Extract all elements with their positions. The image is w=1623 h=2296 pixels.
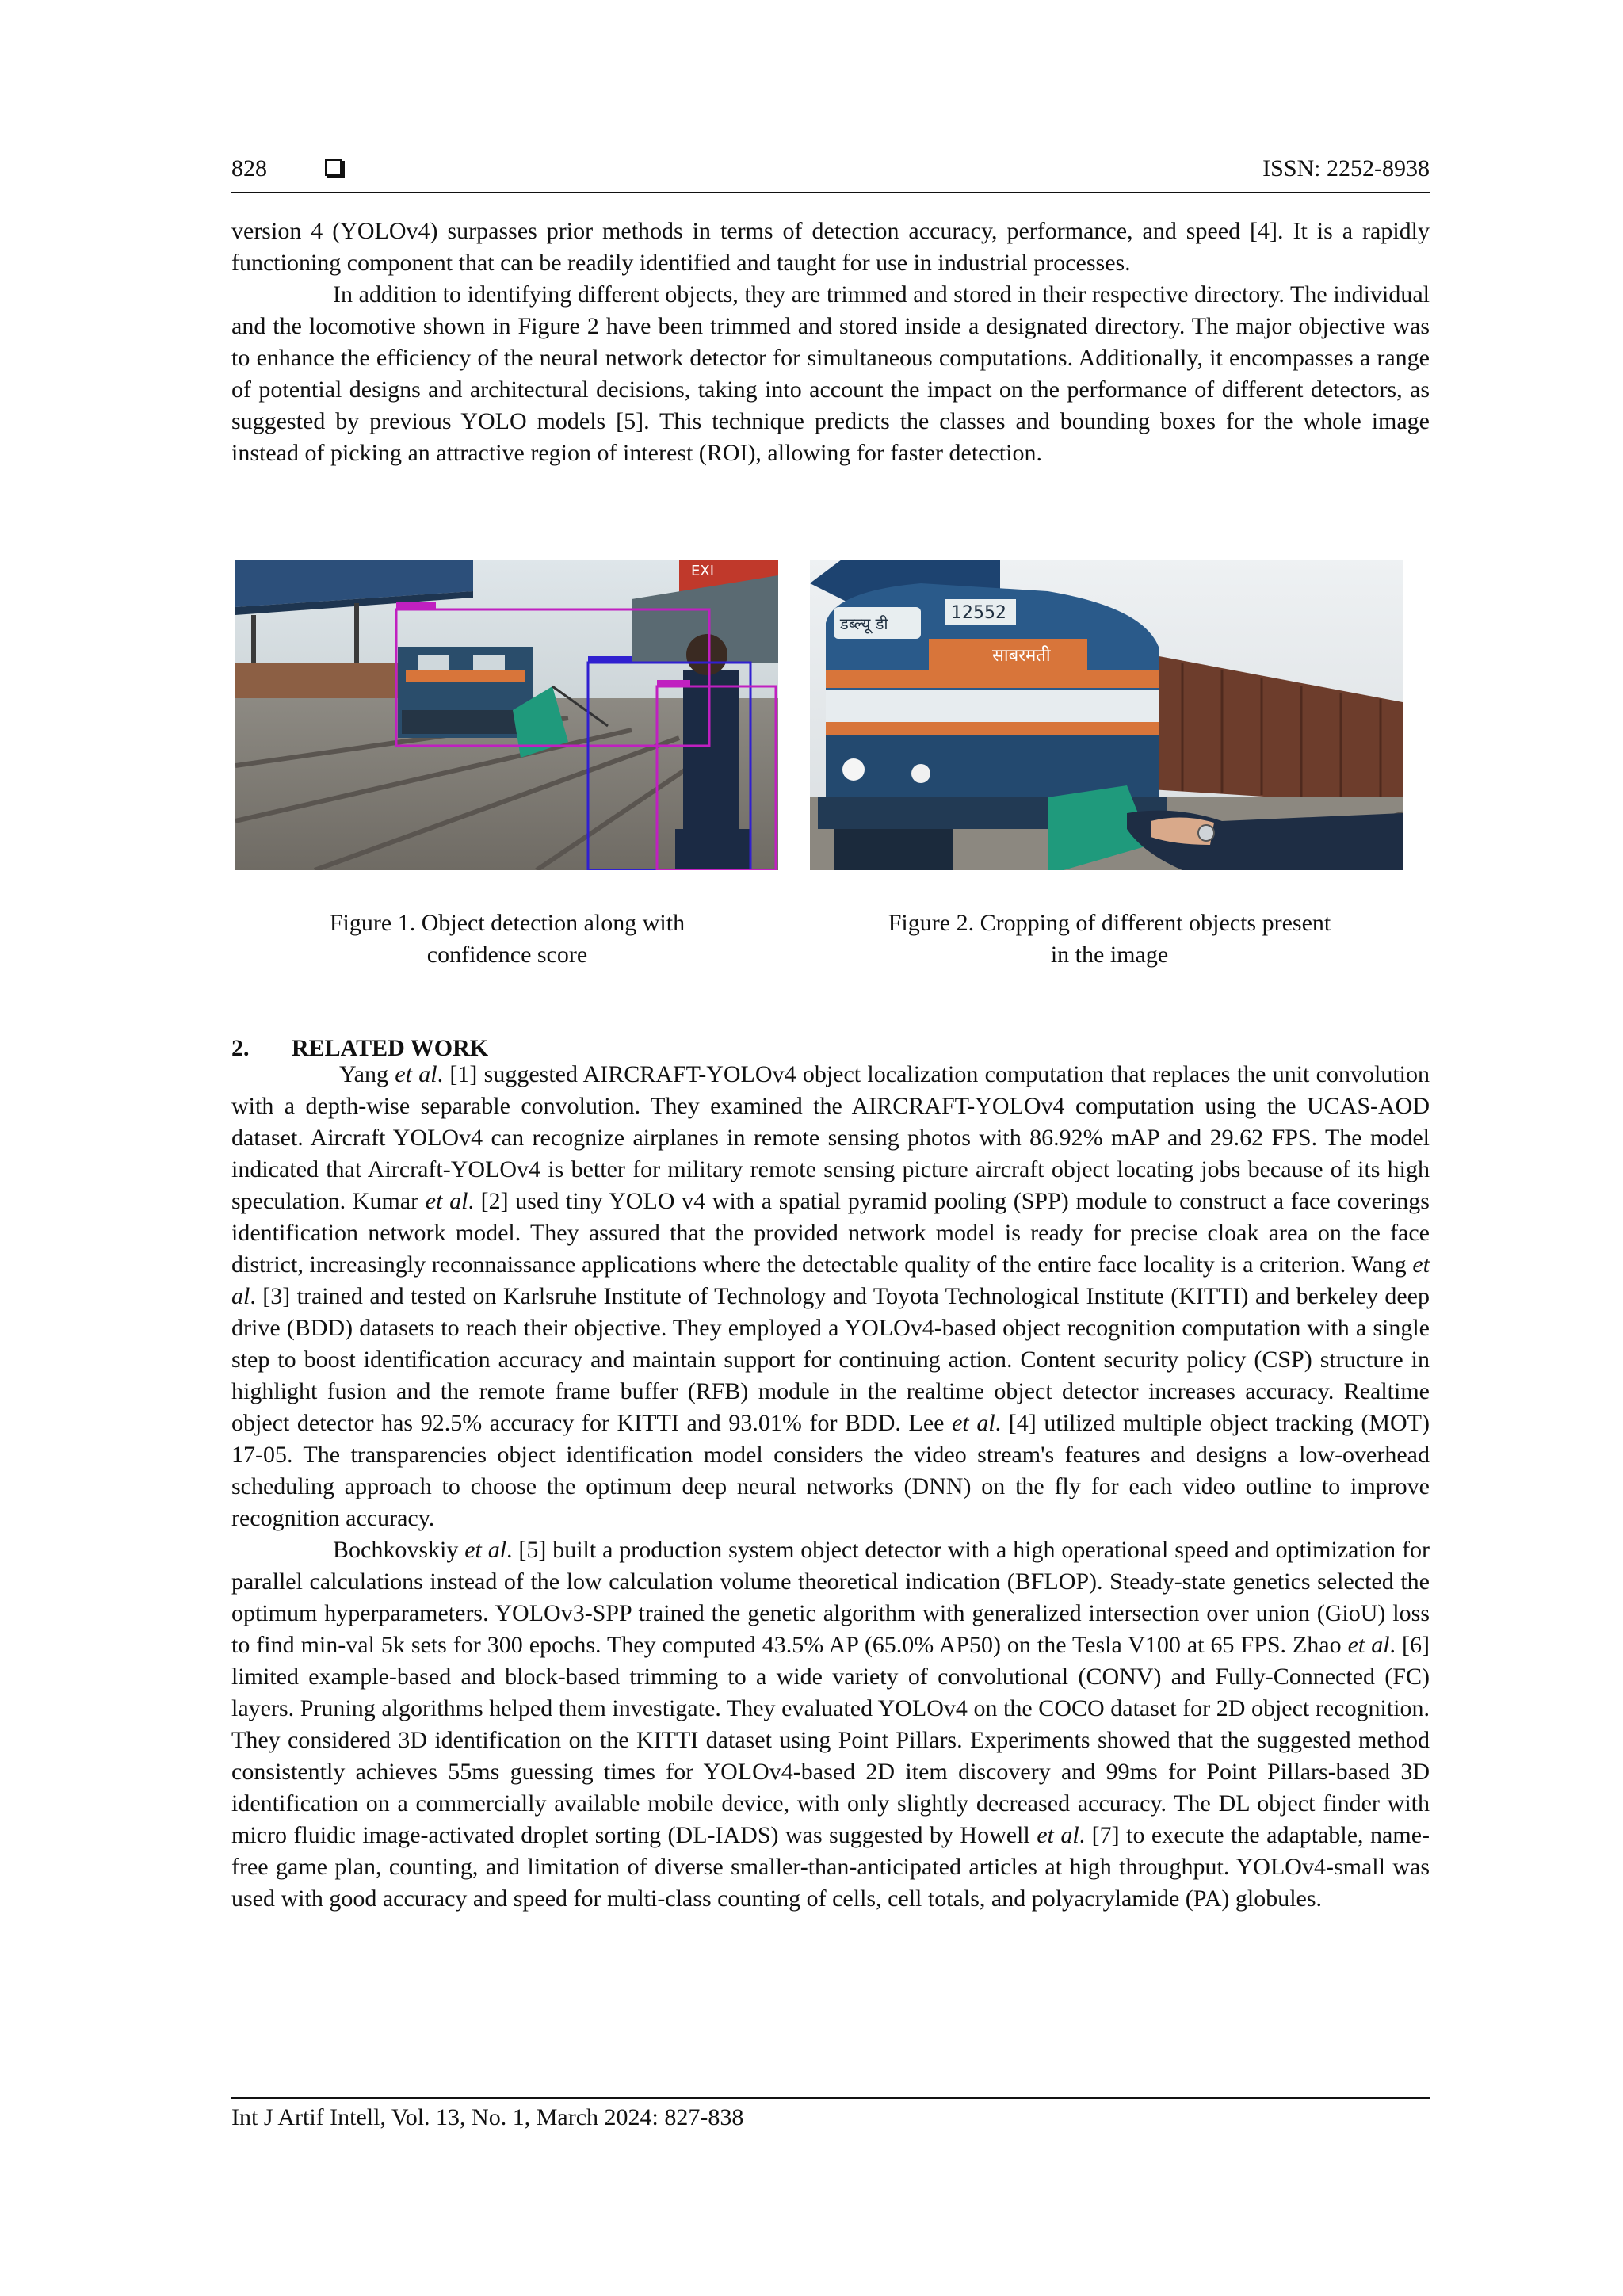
section-number: 2. <box>231 1035 250 1061</box>
et-al: et al <box>952 1410 995 1436</box>
page-number: 828 <box>231 155 267 181</box>
section-heading <box>231 1035 488 1062</box>
footer-rule <box>231 2097 1430 2099</box>
checkbox-square-icon <box>325 159 342 176</box>
issn-label: ISSN: 2252-8938 <box>1262 155 1430 181</box>
svg-text:EXI: EXI <box>691 563 715 579</box>
figure-1-image <box>235 560 778 870</box>
et-al: et al <box>1347 1632 1390 1658</box>
et-al: et al <box>464 1537 507 1563</box>
related-paragraph-1: Yang et al. [1] suggested AIRCRAFT-YOLOv4 object localization computation that replaces the unit convolution with a depth-wise separable convolution. They examined the AIRCRAFT-YOLOv4 computation using the UCAS-AOD dataset. Aircraft YOLOv4 can recognize airplanes in remote sensing photos with 86.92% mAP and 29.62 FPS. The model indicated that Aircraft-YOLOv4 is better for military remote sensing picture aircraft object locating jobs because of its high speculation. Kumar et al. [2] used tiny YOLO v4 with a spatial pyramid pooling (SPP) module to construct a face coverings identification network model. They assured that the provided network model is ready for precise cloak area on the face district, increasingly reconnaissance applications where the detectable quality of the entire face locality is a criterion. Wang et al. [3] trained and tested on Karlsruhe Institute of Technology and Toyota Technological Institute (KITTI) and berkeley deep drive (BDD) datasets to reach their objective. They employed a YOLOv4-based object recognition computation with a single step to boost identification accuracy and maintain support for continuing action. Content security policy (CSP) structure in highlight fusion and the remote frame buffer (RFB) module in the realtime object detector increases accuracy. Realtime object detector has 92.5% accuracy for KITTI and 93.01% for BDD. Lee et al. [4] utilized multiple object tracking (MOT) 17-05. The transparencies object identification model considers the video stream's features and designs a low-overhead scheduling approach to choose the optimum deep neural networks (DNN) on the fly for each video outline to improve recognition accuracy. <box>231 1061 1430 1531</box>
figure-1-caption-line-2: confidence score <box>426 942 588 968</box>
figure-2-caption-line-2: in the image <box>1050 942 1169 968</box>
intro-paragraph-1: version 4 (YOLOv4) surpasses prior methods in terms of detection accuracy, performance, and speed [4]. It is a rapidly functioning component that can be readily identified and taught for use in industrial processes. <box>231 218 1430 276</box>
intro-text <box>231 216 1430 469</box>
loco-number: 12552 <box>951 603 1006 623</box>
figure-1-caption-line-1: Figure 1. Object detection along with <box>329 910 685 936</box>
figure-2-caption-line-1: Figure 2. Cropping of different objects present <box>888 910 1331 936</box>
et-al: et al <box>1037 1822 1079 1848</box>
loco-name: साबरमती <box>992 646 1051 666</box>
section-title: RELATED WORK <box>292 1035 489 1061</box>
figure-1-caption <box>269 907 745 971</box>
header-rule <box>231 192 1430 193</box>
related-paragraph-2: Bochkovskiy et al. [5] built a production system object detector with a high operational speed and optimization for parallel calculations instead of the low calculation volume theoretical indication (BFLOP). Steady-state genetics selected the optimum hyperparameters. YOLOv3-SPP trained the genetic algorithm with generalized intersection over union (GioU) loss to find min-val 5k sets for 300 epochs. They computed 43.5% AP (65.0% AP50) on the Tesla V100 at 65 FPS. Zhao et al. [6] limited example-based and block-based trimming to a wide variety of convolutional (CONV) and Fully-Connected (FC) layers. Pruning algorithms helped them investigate. They evaluated YOLOv4 on the COCO dataset for 2D object recognition. They considered 3D identification on the KITTI dataset using Point Pillars. Experiments showed that the suggested method consistently achieves 55ms guessing times for YOLOv4-based 2D item discovery and 99ms for Point Pillars-based 3D identification on a commercially available mobile device, with only slightly decreased accuracy. The DL object finder with micro fluidic image-activated droplet sorting (DL-IADS) was suggested by Howell et al. [7] to execute the adaptable, name-free game plan, counting, and limitation of diverse smaller-than-anticipated articles at high throughput. YOLOv4-small was used with good accuracy and speed for multi-class counting of cells, cell totals, and polyacrylamide (PA) globules. <box>231 1537 1430 1912</box>
figure-2-image <box>810 560 1403 870</box>
svg-text:डब्ल्यू डी: डब्ल्यू डी <box>840 614 888 633</box>
footer-citation: Int J Artif Intell, Vol. 13, No. 1, March 2024: 827-838 <box>231 2104 744 2130</box>
et-al: et al <box>231 1251 1430 1309</box>
et-al: et al <box>425 1188 468 1214</box>
intro-paragraph-2: In addition to identifying different objects, they are trimmed and stored in their respective directory. The individual and the locomotive shown in Figure 2 have been trimmed and stored inside a designated directory. The major objective was to enhance the efficiency of the neural network detector for simultaneous computations. Additionally, it encompasses a range of potential designs and architectural decisions, taking into account the impact on the performance of different detectors, as suggested by previous YOLO models [5]. This technique predicts the classes and bounding boxes for the whole image instead of picking an attractive region of interest (ROI), allowing for faster detection. <box>231 281 1430 466</box>
figure-2-caption <box>824 907 1395 971</box>
related-work-text <box>231 1059 1430 1915</box>
et-al: et al <box>395 1061 437 1087</box>
page-header <box>231 155 1430 193</box>
